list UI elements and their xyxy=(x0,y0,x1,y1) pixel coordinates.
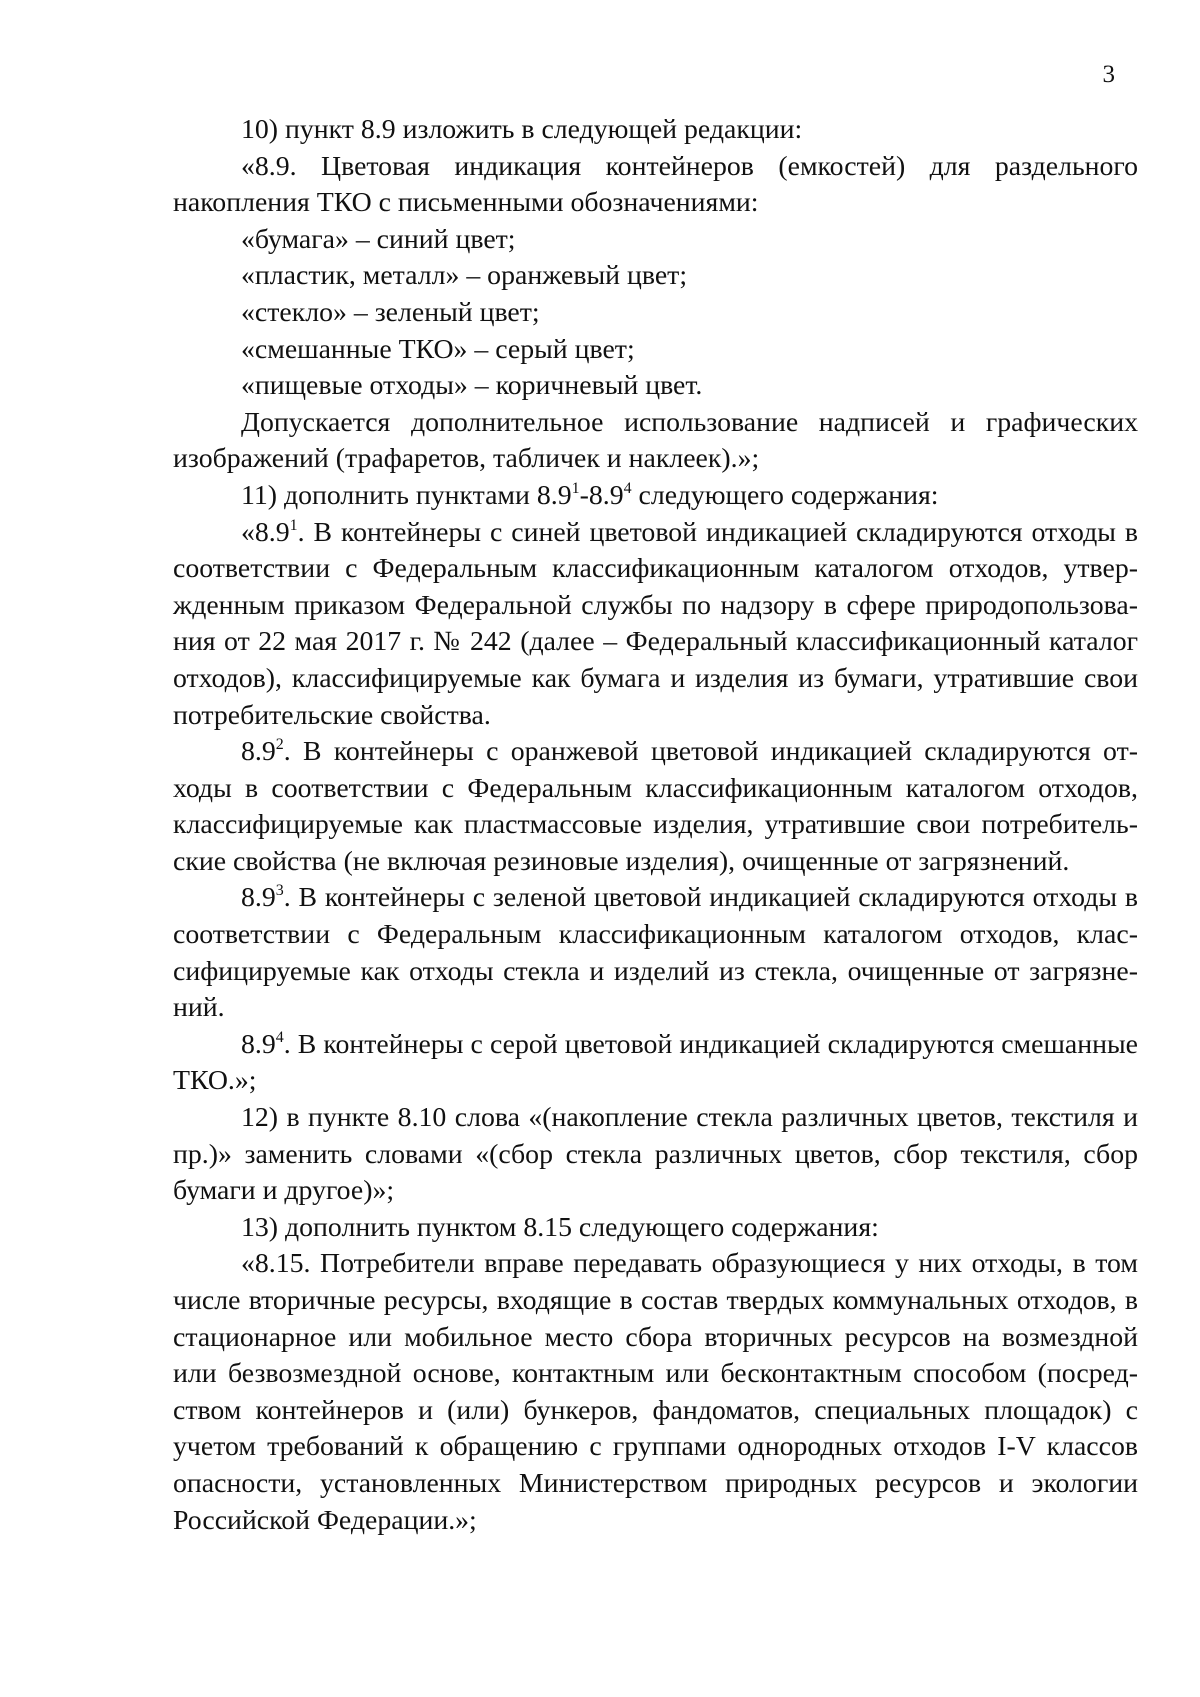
paragraph-8-9-2: $8.9^2$. В контейнеры с оранжевой цветовой индикацией складируются отходы в соответствии с Федеральным классификационным каталогом отходов, классифицируемые как пластмассовые изделия, утратившие свои потребительские свойства (не включая резиновые изделия), очищенные от загрязнений. xyxy=(173,736,1138,877)
document-body xyxy=(173,112,1138,1539)
list-item-mixed: «смешанные ТКО» – серый цвет; xyxy=(241,333,635,365)
paragraph-8-9-allowed: Допускается дополнительное использование надписей и графических изображений (трафаретов, табличек и наклеек).»; xyxy=(173,406,1138,475)
paragraph-item-11: 11) дополнить пунктами $8.9^1-8.9^4$ следующего содержания: xyxy=(241,479,939,511)
paragraph-8-9-1: «$8.9^1$. В контейнеры с синей цветовой индикацией складируются отходы в соответствии с Федеральным классификационным каталогом отходов, утвержденным приказом Федеральной службы по надзору в сфере природопользования от 22 мая 2017 г. № 242 (далее – Федеральный классификационный каталог отходов), классифицируемые как бумага и изделия из бумаги, утратившие свои потребительские свойства. xyxy=(173,516,1138,731)
paragraph-item-13: 13) дополнить пунктом 8.15 следующего содержания: xyxy=(241,1211,879,1243)
list-item-plastic-metal: «пластик, металл» – оранжевый цвет; xyxy=(241,260,688,292)
paragraph-8-15: «8.15. Потребители вправе передавать образующиеся у них отходы, в том числе вторичные ресурсы, входящие в состав твердых коммунальных отходов, в стационарное или мобильное место сбора вторичных ресурсов на возмездной или безвозмездной основе, контактным или бесконтактным способом (посредством контейнеров и (или) бункеров, фандоматов, специальных площадок) с учетом требований к обращению с группами однородных отходов I-V классов опасности, установленных Министерством природных ресурсов и экологии Российской Федерации.»; xyxy=(173,1248,1138,1536)
paragraph-item-10: 10) пункт 8.9 изложить в следующей редакции: xyxy=(241,114,803,145)
paragraph-8-9-3: $8.9^3$. В контейнеры с зеленой цветовой индикацией складируются отходы в соответствии с Федеральным классификационным каталогом отходов, классифицируемые как отходы стекла и изделий из стекла, очищенные от загрязнений. xyxy=(173,882,1138,1024)
page-number: 3 xyxy=(1102,61,1115,88)
paragraph-8-9-4: $8.9^4$. В контейнеры с серой цветовой индикацией складируются смешанные ТКО.»; xyxy=(173,1028,1138,1097)
list-item-food-waste: «пищевые отходы» – коричневый цвет. xyxy=(241,370,703,402)
list-item-paper: «бумага» – синий цвет; xyxy=(241,223,516,255)
list-item-glass: «стекло» – зеленый цвет; xyxy=(241,296,540,328)
paragraph-item-12: 12) в пункте 8.10 слова «(накопление стекла различных цветов, текстиля и пр.)» заменить словами «(сбор стекла различных цветов, сбор текстиля, сбор бумаги и другое)»; xyxy=(173,1102,1138,1207)
paragraph-8-9-intro: «8.9. Цветовая индикация контейнеров (емкостей) для раздельного накопления ТКО с письменными обозначениями: xyxy=(173,150,1138,219)
